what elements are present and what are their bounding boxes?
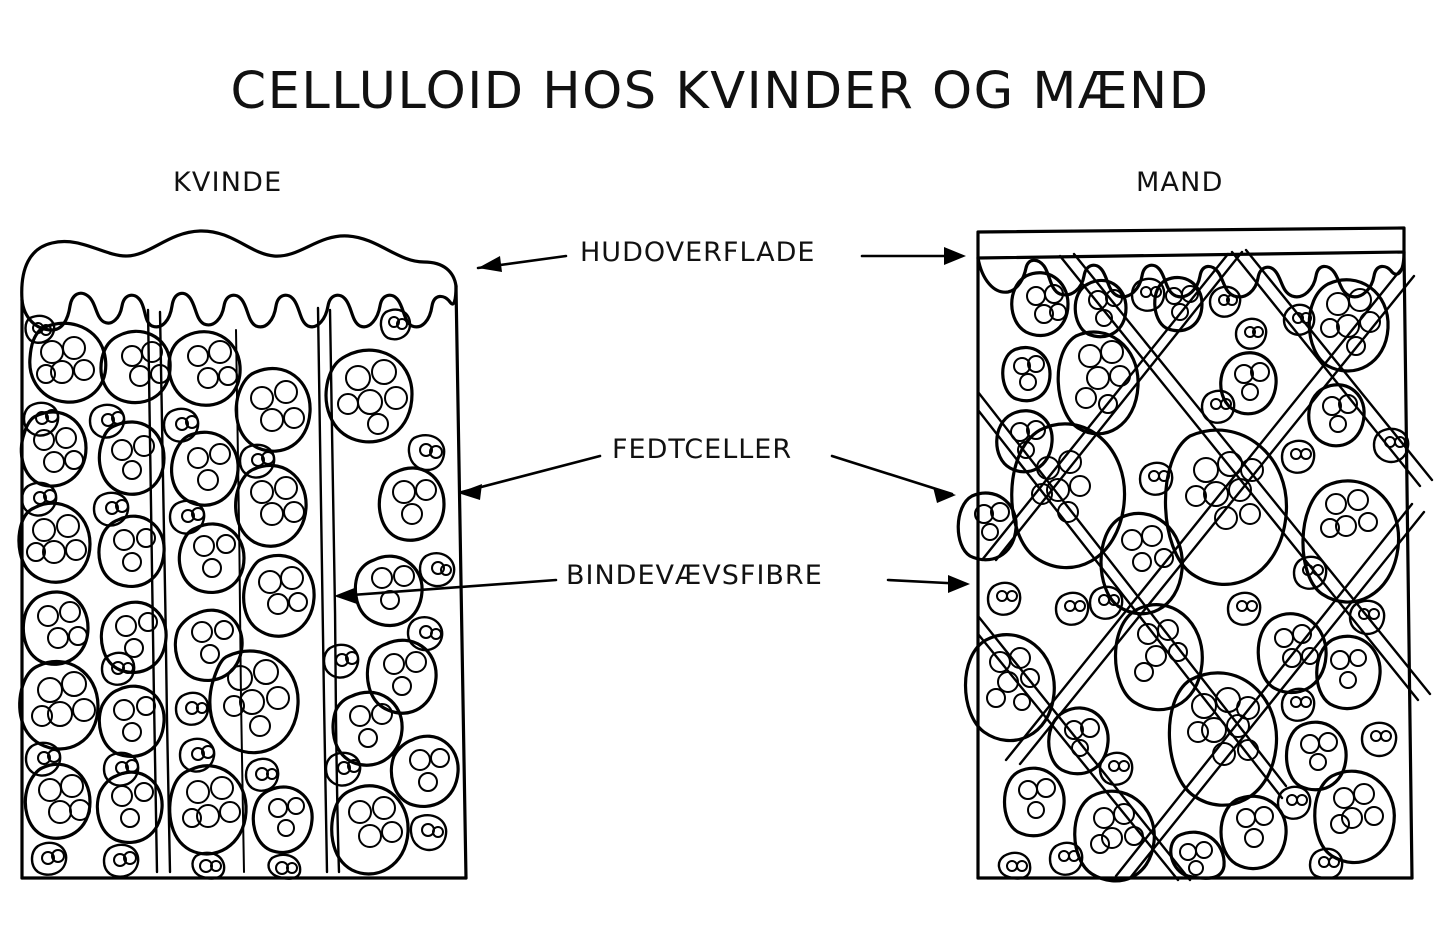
callout-leaders xyxy=(334,247,970,604)
panel-label-mand: MAND xyxy=(1136,167,1224,198)
panel-label-kvinde: KVINDE xyxy=(173,167,283,198)
callout-label-fedtceller: FEDTCELLER xyxy=(612,434,793,465)
arrowhead-hudoverflade-right xyxy=(944,247,966,265)
arrowhead-bindevaevsfibre-left xyxy=(334,587,357,604)
callout-label-bindevaevsfibre: BINDEVÆVSFIBRE xyxy=(566,560,823,591)
panel-mand-drawing xyxy=(958,228,1432,881)
panel-kvinde-drawing xyxy=(19,231,466,879)
arrowhead-fedtceller-right xyxy=(933,487,956,503)
callout-label-hudoverflade: HUDOVERFLADE xyxy=(580,237,816,268)
leader-fedtceller-left xyxy=(462,456,600,492)
arrowhead-bindevaevsfibre-right xyxy=(948,575,970,593)
page-title: CELLULOID HOS KVINDER OG MÆND xyxy=(230,62,1210,121)
arrowhead-hudoverflade-left xyxy=(478,256,502,272)
arrowhead-fedtceller-left xyxy=(458,484,482,500)
